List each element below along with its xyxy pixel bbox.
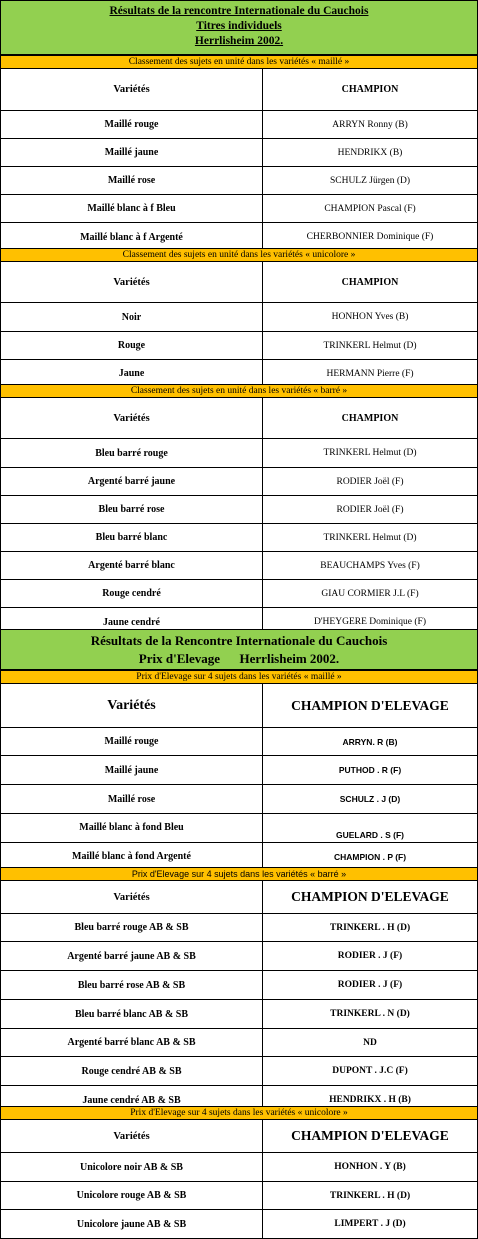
- table-row: [0, 580, 478, 608]
- table-row: [0, 195, 478, 223]
- header-champion: CHAMPION: [341, 84, 399, 95]
- table-header-row: [0, 684, 478, 728]
- champion-cell: SCHULZ Jürgen (D): [329, 175, 411, 186]
- table-row: [0, 728, 478, 756]
- champion-cell: D'HEYGERE Dominique (F): [313, 617, 426, 627]
- variety-cell: Argenté barré jaune: [1, 468, 263, 495]
- variety-cell: Maillé blanc à fond Bleu: [1, 814, 263, 842]
- champion-cell: ND: [363, 1037, 377, 1048]
- champion-cell: RODIER Joël (F): [336, 504, 404, 515]
- table-row: [0, 1182, 478, 1210]
- table-row: [0, 942, 478, 971]
- champion-cell: RODIER . J (F): [337, 951, 403, 961]
- variety-cell: Argenté barré jaune AB & SB: [1, 942, 263, 970]
- champion-cell: GIAU CORMIER J.L (F): [321, 588, 419, 599]
- variety-cell: Bleu barré rose: [1, 496, 263, 523]
- variety-cell: Maillé jaune: [1, 139, 263, 166]
- variety-cell: Unicolore jaune AB & SB: [1, 1210, 263, 1238]
- champion-cell: BEAUCHAMPS Yves (F): [320, 560, 420, 571]
- variety-cell: Unicolore rouge AB & SB: [1, 1182, 263, 1209]
- variety-cell: Jaune: [1, 360, 263, 387]
- table-row: [0, 814, 478, 843]
- variety-cell: Maillé rose: [1, 785, 263, 813]
- header-champion: CHAMPION: [341, 276, 399, 288]
- table-row: [0, 1153, 478, 1182]
- champion-cell: CHERBONNIER Dominique (F): [306, 232, 434, 242]
- elevage-banner-barre: Prix d'Elevage sur 4 sujets dans les variétés « barré »: [0, 867, 478, 881]
- variety-cell: Bleu barré rouge: [1, 439, 263, 467]
- variety-cell: Maillé rouge: [1, 111, 263, 138]
- variety-cell: Argenté barré blanc AB & SB: [1, 1029, 263, 1056]
- variety-cell: Maillé rouge: [1, 728, 263, 755]
- header-varietes: Variétés: [1, 69, 263, 110]
- header-varietes: Variétés: [1, 262, 263, 302]
- champion-cell: GUELARD . S (F): [336, 830, 404, 840]
- variety-cell: Bleu barré rouge AB & SB: [1, 914, 263, 941]
- table-row: [0, 756, 478, 785]
- table-header-row: [0, 69, 478, 111]
- table-row: [0, 971, 478, 1000]
- champion-cell: ARRYN Ronny (B): [332, 119, 408, 130]
- champion-cell: HENDRIKX (B): [337, 147, 403, 158]
- variety-cell: Bleu barré rose AB & SB: [1, 971, 263, 999]
- champion-cell: TRINKERL Helmut (D): [323, 532, 417, 543]
- variety-cell: Rouge cendré AB & SB: [1, 1057, 263, 1085]
- champion-cell: ARRYN. R (B): [342, 736, 398, 747]
- elevage-table-barre: [0, 881, 478, 1115]
- header-champion-elevage: CHAMPION D'ELEVAGE: [291, 1128, 449, 1143]
- title-elevage-line-1: Résultats de la Rencontre Internationale du Cauchois: [90, 633, 388, 648]
- title-elevage-line-2: Prix d'Elevage Herrlisheim 2002.: [138, 651, 340, 666]
- section-banner-barre: Classement des sujets en unité dans les variétés « barré »: [0, 384, 478, 398]
- champion-cell: DUPONT . J.C (F): [332, 1066, 408, 1076]
- champion-cell: LIMPERT . J (D): [334, 1219, 406, 1229]
- table-row: [0, 496, 478, 524]
- champion-cell: PUTHOD . R (F): [338, 765, 402, 775]
- title-block-elevage: [0, 629, 478, 670]
- champion-cell: TRINKERL . H (D): [329, 922, 411, 933]
- champion-cell: RODIER Joël (F): [336, 476, 404, 487]
- table-barre: [0, 398, 478, 637]
- champion-cell: TRINKERL . H (D): [329, 1190, 411, 1201]
- variety-cell: Noir: [1, 303, 263, 331]
- section-banner-unicolore: Classement des sujets en unité dans les variétés « unicolore »: [0, 248, 478, 262]
- champion-cell: TRINKERL . N (D): [330, 1009, 410, 1019]
- table-unicolore: [0, 262, 478, 388]
- table-row: [0, 524, 478, 552]
- table-row: [0, 332, 478, 360]
- champion-cell: CHAMPION Pascal (F): [324, 203, 416, 214]
- title-line-2: Titres individuels: [196, 20, 282, 32]
- table-row: [0, 552, 478, 580]
- table-row: [0, 1057, 478, 1086]
- elevage-banner-unicolore: Prix d'Elevage sur 4 sujets dans les variétés « unicolore »: [0, 1106, 478, 1120]
- variety-cell: Maillé blanc à f Bleu: [1, 195, 263, 222]
- table-row: [0, 303, 478, 332]
- table-row: [0, 1000, 478, 1029]
- elevage-table-unicolore: [0, 1120, 478, 1239]
- variety-cell: Maillé jaune: [1, 756, 263, 784]
- variety-cell: Maillé blanc à fond Argenté: [1, 843, 263, 870]
- champion-cell: HENDRIKX . H (B): [329, 1095, 411, 1105]
- champion-cell: HERMANN Pierre (F): [326, 368, 414, 379]
- table-header-row: [0, 881, 478, 914]
- table-header-row: [0, 1120, 478, 1153]
- variety-cell: Bleu barré blanc: [1, 524, 263, 551]
- table-row: [0, 439, 478, 468]
- header-varietes: Variétés: [1, 1120, 263, 1152]
- table-row: [0, 111, 478, 139]
- title-line-3: Herrlisheim 2002.: [194, 35, 284, 47]
- champion-cell: TRINKERL Helmut (D): [323, 340, 417, 351]
- table-row: [0, 785, 478, 814]
- title-block: [0, 0, 478, 55]
- variety-cell: Unicolore noir AB & SB: [1, 1153, 263, 1181]
- champion-cell: SCHULZ . J (D): [339, 794, 401, 804]
- table-row: [0, 914, 478, 942]
- table-header-row: [0, 262, 478, 303]
- champion-cell: TRINKERL Helmut (D): [323, 448, 417, 458]
- table-header-row: [0, 398, 478, 439]
- table-row: [0, 468, 478, 496]
- champion-cell: HONHON . Y (B): [334, 1162, 406, 1172]
- variety-cell: Jaune cendré AB & SB: [1, 1086, 263, 1114]
- header-champion: CHAMPION: [341, 412, 399, 424]
- variety-cell: Rouge cendré: [1, 580, 263, 607]
- variety-cell: Maillé blanc à f Argenté: [1, 223, 263, 251]
- header-varietes: Variétés: [1, 881, 263, 913]
- header-varietes: Variétés: [1, 398, 263, 438]
- elevage-table-maille: [0, 684, 478, 871]
- elevage-banner-maille: Prix d'Elevage sur 4 sujets dans les variétés « maillé »: [0, 670, 478, 684]
- variety-cell: Argenté barré blanc: [1, 552, 263, 579]
- champion-cell: RODIER . J (F): [337, 980, 403, 990]
- table-row: [0, 1029, 478, 1057]
- variety-cell: Rouge: [1, 332, 263, 359]
- table-maille: [0, 69, 478, 252]
- table-row: [0, 167, 478, 195]
- header-varietes: Variétés: [1, 684, 263, 727]
- variety-cell: Maillé rose: [1, 167, 263, 194]
- champion-cell: CHAMPION . P (F): [333, 851, 407, 862]
- header-champion-elevage: CHAMPION D'ELEVAGE: [291, 889, 449, 904]
- variety-cell: Jaune cendré: [1, 608, 263, 636]
- champion-cell: HONHON Yves (B): [331, 312, 409, 322]
- table-row: [0, 139, 478, 167]
- variety-cell: Bleu barré blanc AB & SB: [1, 1000, 263, 1028]
- section-banner-maille: Classement des sujets en unité dans les variétés « maillé »: [0, 55, 478, 69]
- header-champion-elevage: CHAMPION D'ELEVAGE: [291, 697, 449, 713]
- title-line-1: Résultats de la rencontre Internationale du Cauchois: [109, 5, 369, 17]
